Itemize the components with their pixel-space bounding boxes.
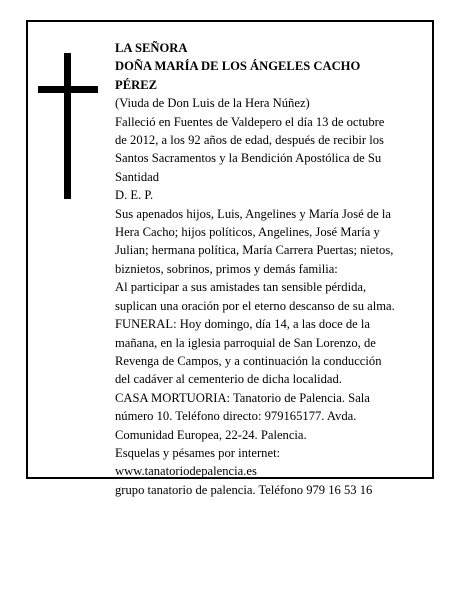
funeral-line: FUNERAL: Hoy domingo, día 14, a las doce de la xyxy=(115,317,370,332)
death-info-line: Santos Sacramentos y la Bendición Apostólica de Su xyxy=(115,151,382,166)
notice-text xyxy=(115,39,423,499)
deceased-name-line1: DOÑA MARÍA DE LOS ÁNGELES CACHO xyxy=(115,59,361,74)
funeral-line: Revenga de Campos, y a continuación la conducción xyxy=(115,353,382,368)
prayer-line: suplican una oración por el eterno descanso de su alma. xyxy=(115,298,395,313)
rip-line: D. E. P. xyxy=(115,188,154,203)
funeral-line: mañana, en la iglesia parroquial de San Lorenzo, de xyxy=(115,335,376,350)
website-link: www.tanatoriodepalencia.es xyxy=(115,464,257,479)
funeral-home-line: CASA MORTUORIA: Tanatorio de Palencia. Sala xyxy=(115,390,370,405)
family-line: Hera Cacho; hijos políticos, Angelines, José María y xyxy=(115,225,380,240)
funeral-line: del cadáver al cementerio de dicha localidad. xyxy=(115,372,342,387)
cross-vertical-bar xyxy=(64,53,71,199)
contact-line: grupo tanatorio de palencia. Teléfono 979 16 53 16 xyxy=(115,482,373,497)
family-line: Sus apenados hijos, Luis, Angelines y María José de la xyxy=(115,206,391,221)
condolences-line: Esquelas y pésames por internet: xyxy=(115,445,281,460)
cross-icon xyxy=(38,53,98,199)
funeral-home-line: número 10. Teléfono directo: 979165177. Avda. xyxy=(115,409,357,424)
funeral-home-line: Comunidad Europea, 22-24. Palencia. xyxy=(115,427,307,442)
cross-horizontal-bar xyxy=(38,86,98,93)
prayer-line: Al participar a sus amistades tan sensible pérdida, xyxy=(115,280,367,295)
notice-heading: LA SEÑORA xyxy=(115,41,188,55)
death-info-line: Santidad xyxy=(115,169,160,184)
widow-line: (Viuda de Don Luis de la Hera Núñez) xyxy=(115,96,310,111)
deceased-name-line2: PÉREZ xyxy=(115,77,157,92)
family-line: biznietos, sobrinos, primos y demás familia: xyxy=(115,261,338,276)
family-line: Julian; hermana política, María Carrera Puertas; nietos, xyxy=(115,243,394,258)
death-info-line: Falleció en Fuentes de Valdepero el día 13 de octubre xyxy=(115,114,385,129)
death-info-line: de 2012, a los 92 años de edad, después de recibir los xyxy=(115,133,384,148)
